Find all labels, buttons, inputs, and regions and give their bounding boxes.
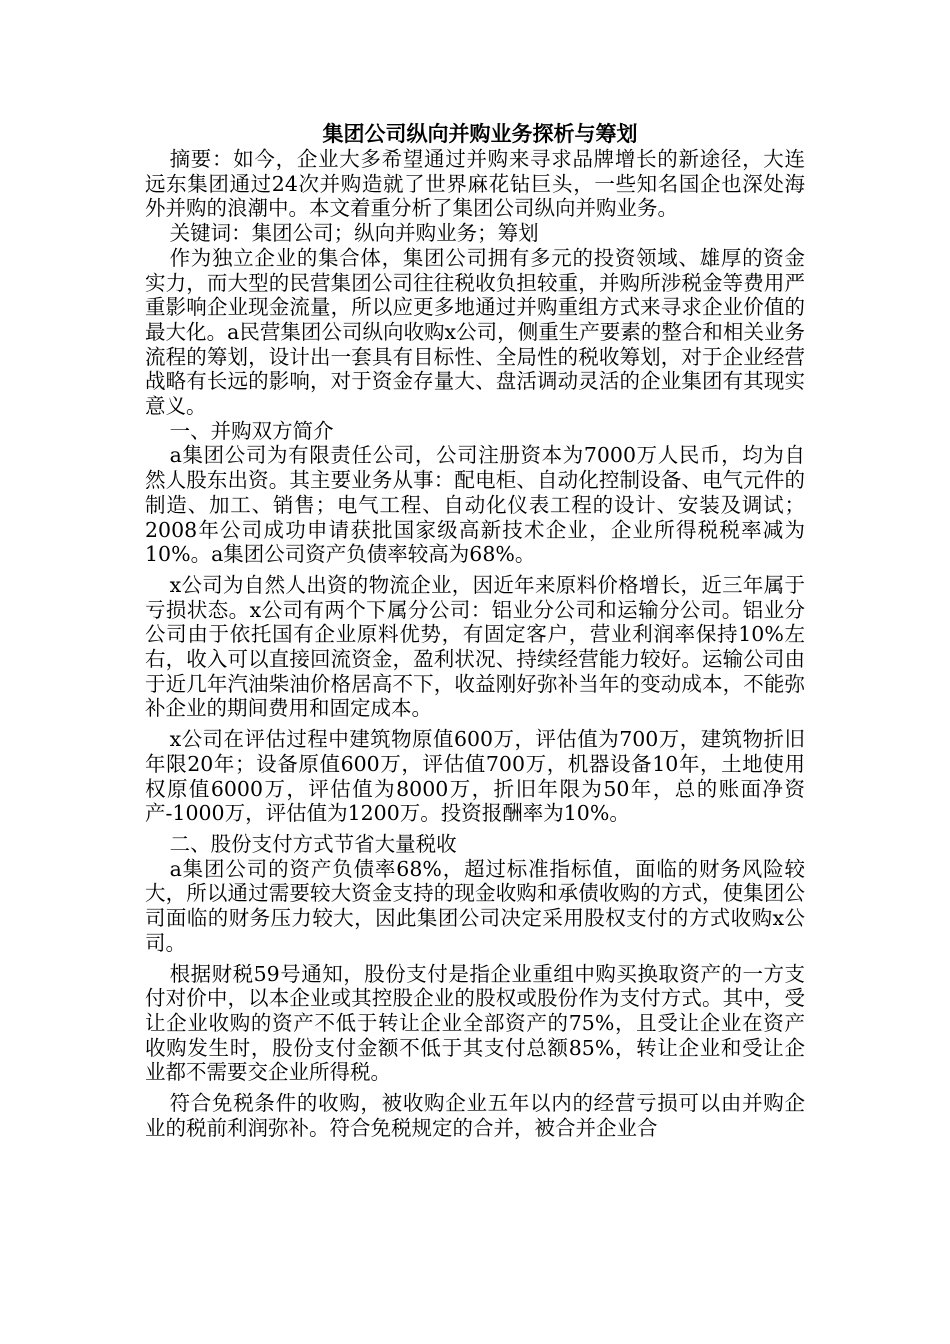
section2-paragraph-3: 符合免税条件的收购，被收购企业五年以内的经营亏损可以由并购企业的税前利润弥补。符合免税规定的合并，被合并企业合 — [145, 1091, 805, 1140]
abstract-paragraph: 摘要：如今，企业大多希望通过并购来寻求品牌增长的新途径，大连远东集团通过24次并购造就了世界麻花钻巨头，一些知名国企也深处海外并购的浪潮中。本文着重分析了集团公司纵向并购业务。 — [145, 147, 805, 221]
section1-paragraph-3: x公司在评估过程中建筑物原值600万，评估值为700万，建筑物折旧年限20年；设备原值600万，评估值700万，机器设备10年，土地使用权原值6000万，评估值为8000万，折旧年限为50年，总的账面净资产-1000万，评估值为1200万。投资报酬率为10%。 — [145, 727, 805, 826]
section1-paragraph-1: a集团公司为有限责任公司，公司注册资本为7000万人民币，均为自然人股东出资。其主要业务从事：配电柜、自动化控制设备、电气元件的制造、加工、销售；电气工程、自动化仪表工程的设计、安装及调试；2008年公司成功申请获批国家级高新技术企业，企业所得税税率减为10%。a集团公司资产负债率较高为68%。 — [145, 443, 805, 567]
document-body — [145, 121, 805, 1140]
document-title: 集团公司纵向并购业务探析与筹划 — [322, 121, 638, 146]
section-heading-1: 一、并购双方简介 — [169, 418, 334, 443]
intro-paragraph: 作为独立企业的集合体，集团公司拥有多元的投资领域、雄厚的资金实力，而大型的民营集团公司往往税收负担较重，并购所涉税金等费用严重影响企业现金流量，所以应更多地通过并购重组方式来寻求企业价值的最大化。a民营集团公司纵向收购x公司，侧重生产要素的整合和相关业务流程的筹划，设计出一套具有目标性、全局性的税收筹划，对于企业经营战略有长远的影响，对于资金存量大、盘活调动灵活的企业集团有其现实意义。 — [145, 245, 805, 419]
keywords-paragraph: 关键词：集团公司；纵向并购业务；筹划 — [169, 221, 539, 246]
section-heading-2: 二、股份支付方式节省大量税收 — [169, 831, 457, 856]
section2-paragraph-1: a集团公司的资产负债率68%，超过标准指标值，面临的财务风险较大，所以通过需要较大资金支持的现金收购和承债收购的方式，使集团公司面临的财务压力较大，因此集团公司决定采用股权支付的方式收购x公司。 — [145, 856, 805, 955]
section1-paragraph-2: x公司为自然人出资的物流企业，因近年来原料价格增长，近三年属于亏损状态。x公司有两个下属分公司：铝业分公司和运输分公司。铝业分公司由于依托国有企业原料优势，有固定客户，营业利润率保持10%左右，收入可以直接回流资金，盈利状况、持续经营能力较好。运输公司由于近几年汽油柴油价格居高不下，收益刚好弥补当年的变动成本，不能弥补企业的期间费用和固定成本。 — [145, 572, 805, 721]
section2-paragraph-2: 根据财税59号通知，股份支付是指企业重组中购买换取资产的一方支付对价中，以本企业或其控股企业的股权或股份作为支付方式。其中，受让企业收购的资产不低于转让企业全部资产的75%，且受让企业在资产收购发生时，股份支付金额不低于其支付总额85%，转让企业和受让企业都不需要交企业所得税。 — [145, 961, 805, 1085]
